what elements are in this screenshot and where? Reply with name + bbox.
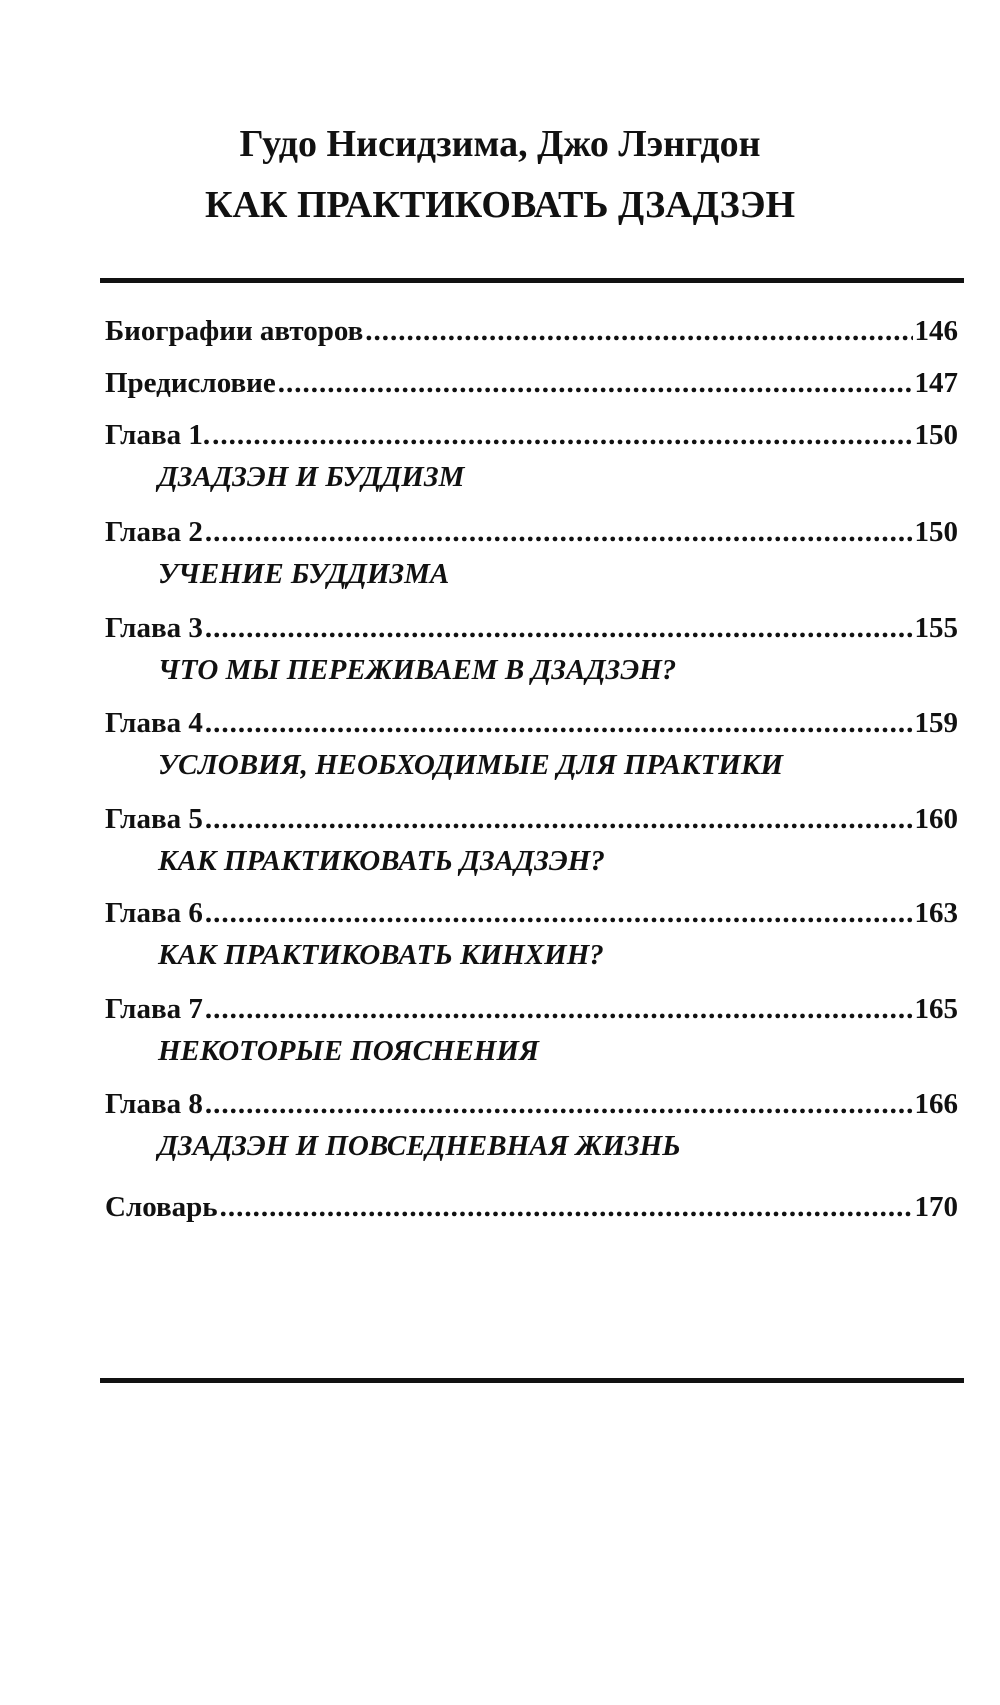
toc-entry-chapter-7: [105, 988, 958, 1030]
toc-entry-label: Глава 5: [105, 803, 203, 835]
toc-entry-chapter-4: [105, 702, 958, 744]
dot-leader: [205, 702, 913, 744]
dot-leader: [205, 511, 913, 553]
toc-entry-label: Глава 8: [105, 1088, 203, 1120]
toc-entry-label: Предисловие: [105, 367, 276, 399]
toc-entry-label: Глава 2: [105, 516, 203, 548]
dot-leader: [365, 310, 912, 352]
toc-entry-preface: [105, 362, 958, 404]
toc-entry-label: Биографии авторов: [105, 315, 364, 347]
dot-leader: [205, 1083, 913, 1125]
chapter-4-title: УСЛОВИЯ, НЕОБХОДИМЫЕ ДЛЯ ПРАКТИКИ: [158, 749, 784, 781]
dot-leader: [212, 414, 912, 456]
toc-entry-label: Глава 3: [105, 612, 203, 644]
toc-entry-label: Глава 6: [105, 897, 203, 929]
toc-entry-chapter-2: [105, 511, 958, 553]
toc-entry-page: 147: [914, 367, 958, 399]
toc-entry-chapter-6: [105, 892, 958, 934]
chapter-6-title: КАК ПРАКТИКОВАТЬ КИНХИН?: [158, 939, 604, 971]
book-title: КАК ПРАКТИКОВАТЬ ДЗАДЗЭН: [204, 184, 796, 226]
toc-entry-glossary: [105, 1186, 958, 1228]
chapter-3-title: ЧТО МЫ ПЕРЕЖИВАЕМ В ДЗАДЗЭН?: [158, 654, 677, 686]
toc-entry-page: 150: [914, 516, 958, 548]
toc-entry-page: 155: [914, 612, 958, 644]
chapter-5-title: КАК ПРАКТИКОВАТЬ ДЗАДЗЭН?: [158, 845, 605, 877]
toc-entry-page: 160: [914, 803, 958, 835]
toc-entry-label: Глава 7: [105, 993, 203, 1025]
toc-entry-label: Глава 1.: [105, 419, 211, 451]
dot-leader: [205, 798, 913, 840]
chapter-7-title: НЕКОТОРЫЕ ПОЯСНЕНИЯ: [158, 1035, 539, 1067]
toc-entry-page: 159: [914, 707, 958, 739]
toc-entry-chapter-1: [105, 414, 958, 456]
toc-entry-label: Глава 4: [105, 707, 203, 739]
toc-entry-page: 170: [914, 1191, 958, 1223]
authors: Гудо Нисидзима, Джо Лэнгдон: [239, 123, 761, 165]
dot-leader: [220, 1186, 913, 1228]
chapter-8-title: ДЗАДЗЭН И ПОВСЕДНЕВНАЯ ЖИЗНЬ: [158, 1130, 681, 1162]
toc-entry-label: Словарь: [105, 1191, 218, 1223]
toc-entry-page: 165: [914, 993, 958, 1025]
toc-entry-chapter-5: [105, 798, 958, 840]
dot-leader: [278, 362, 913, 404]
toc-entry-chapter-8: [105, 1083, 958, 1125]
chapter-1-title: ДЗАДЗЭН И БУДДИЗМ: [158, 461, 465, 493]
toc-entry-biographies: [105, 310, 958, 352]
top-divider: [100, 278, 964, 283]
dot-leader: [205, 892, 913, 934]
bottom-divider: [100, 1378, 964, 1383]
dot-leader: [205, 988, 913, 1030]
toc-entry-chapter-3: [105, 607, 958, 649]
toc-entry-page: 163: [914, 897, 958, 929]
toc-entry-page: 146: [914, 315, 958, 347]
chapter-2-title: УЧЕНИЕ БУДДИЗМА: [158, 558, 450, 590]
dot-leader: [205, 607, 913, 649]
toc-entry-page: 150: [914, 419, 958, 451]
toc-entry-page: 166: [914, 1088, 958, 1120]
